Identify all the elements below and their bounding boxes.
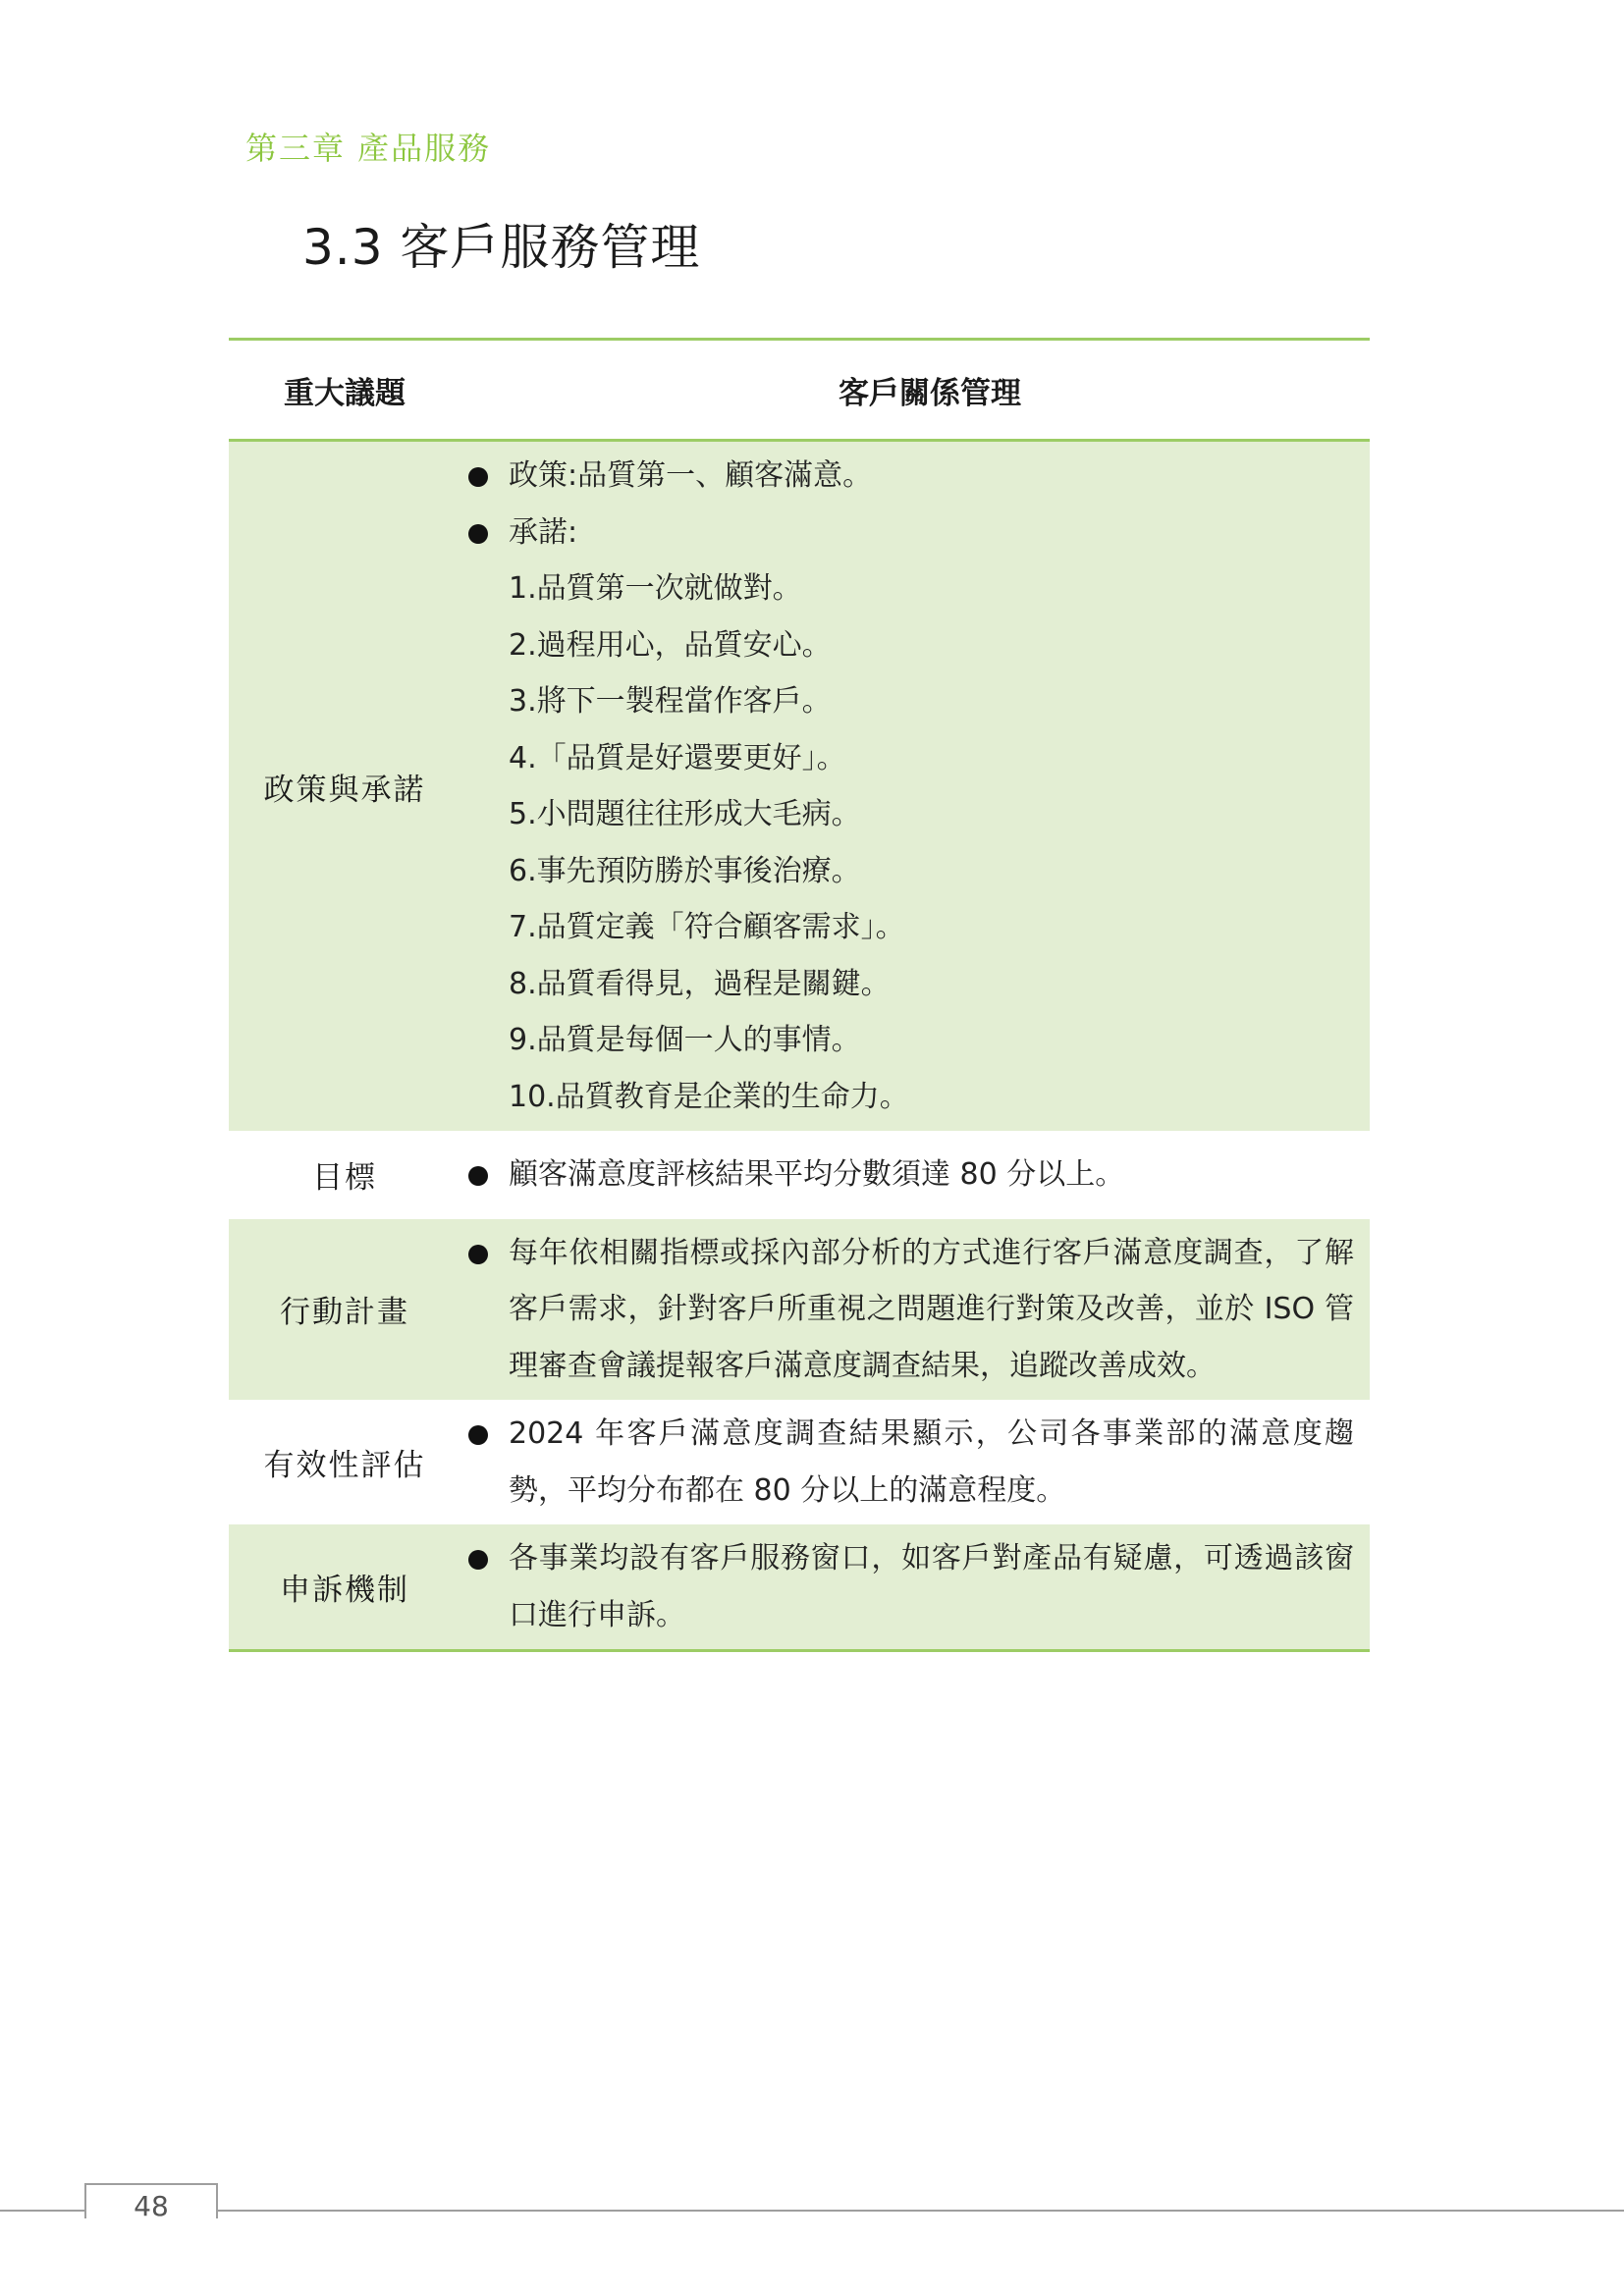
commitment-item: 6.事先預防勝於事後治療。 [509, 853, 861, 888]
section-title: 3.3 客戶服務管理 [302, 219, 701, 276]
commitment-item: 5.小問題往往形成大毛病。 [509, 797, 861, 831]
row-label-effectiveness: 有效性評估 [263, 1448, 426, 1483]
commitment-item: 3.將下一製程當作客戶。 [509, 684, 832, 719]
customer-relationship-table [229, 338, 1370, 1652]
bullet-dot-icon [468, 1166, 488, 1186]
bullet-item: 每年依相關指標或採內部分析的方式進行客戶滿意度調查，了解客戶需求，針對客戶所重視之問題進行對策及改善，並於 ISO 管理審查會議提報客戶滿意度調查結果，追蹤改善成效。 [460, 1225, 1354, 1395]
bullet-item: 顧客滿意度評核結果平均分數須達 80 分以上。 [460, 1147, 1354, 1203]
commitment-item: 8.品質看得見，過程是關鍵。 [509, 966, 891, 1001]
bullet-dot-icon [468, 467, 488, 487]
row-content-effectiveness [460, 1400, 1370, 1524]
bullet-dot-icon [468, 1245, 488, 1264]
table-row-action [229, 1219, 1370, 1401]
bullet-dot-icon [468, 1425, 488, 1445]
table-row-policy [229, 442, 1370, 1131]
row-label-target: 目標 [312, 1160, 377, 1197]
commitment-item: 2.過程用心，品質安心。 [509, 627, 832, 663]
page-number: 48 [84, 2183, 218, 2218]
row-label-policy: 政策與承諾 [263, 772, 426, 808]
table-row-target [229, 1131, 1370, 1219]
table-header [229, 341, 1370, 442]
chapter-heading: 第三章 產品服務 [245, 130, 492, 167]
header-customer-relationship: 客戶關係管理 [839, 375, 1021, 411]
commitment-item: 7.品質定義「符合顧客需求」。 [509, 910, 905, 944]
bullet-item: 政策:品質第一、顧客滿意。 [460, 448, 1354, 505]
row-content-target [460, 1131, 1370, 1219]
bullet-dot-icon [468, 524, 488, 544]
header-material-issue: 重大議題 [284, 375, 406, 411]
bullet-item: 各事業均設有客戶服務窗口，如客戶對產品有疑慮，可透過該窗口進行申訴。 [460, 1530, 1354, 1643]
footer-rule [0, 2210, 1624, 2212]
row-content-action [460, 1219, 1370, 1401]
row-content-grievance [460, 1524, 1370, 1649]
bullet-item: 2024 年客戶滿意度調查結果顯示，公司各事業部的滿意度趨勢，平均分布都在 80 分以上的滿意程度。 [460, 1406, 1354, 1519]
row-label-grievance: 申訴機制 [280, 1573, 409, 1608]
table-row-grievance [229, 1524, 1370, 1649]
commitment-item: 4.「品質是好還要更好」。 [509, 740, 846, 775]
row-content-policy [460, 442, 1370, 1131]
bullet-item: 承諾: [460, 505, 1354, 561]
row-label-action: 行動計畫 [280, 1295, 409, 1331]
table-row-effectiveness [229, 1400, 1370, 1524]
commitment-item: 1.品質第一次就做對。 [509, 571, 802, 606]
commitment-item: 9.品質是每個一人的事情。 [509, 1023, 861, 1057]
bullet-dot-icon [468, 1550, 488, 1570]
commitment-item: 10.品質教育是企業的生命力。 [509, 1079, 909, 1114]
